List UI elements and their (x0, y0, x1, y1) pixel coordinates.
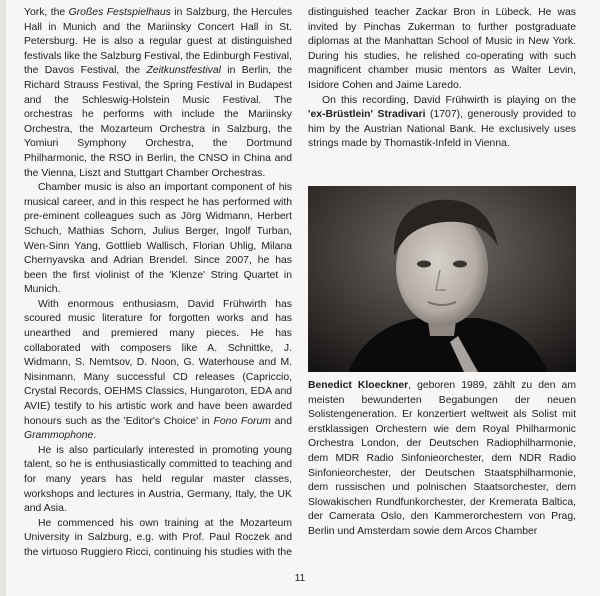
paragraph-venues: York, the Großes Festspielhaus in Salzburg, the Hercules Hall in Munich and the Mariinsky Concert Hall in St. Petersburg. He is also a regular guest at distinguished festivals like the Salzburg Festival, the Edinburgh Festival, the Davos Festival, the Zeitkunstfestival in Berlin, the Richard Strauss Festival, the Spring Festival in Budapest and the Schleswig-Holstein Music Festival. The orchestras he performs with include the Mariinsky Orchestra, the Mozarteum Orchestra in Salzburg, the Yomiuri Symphony Orchestra, the Dortmund Philharmonic, the RSO in Berlin, the CNSO in China and the Vienna, Liszt and Stuttgart Chamber Orchestras. (24, 7, 293, 179)
paragraph-training: He commenced his own training at the Mozarteum University in Salzburg, e.g. with Prof. Paul Roczek and the virtuoso Ruggiero Ricci, continuing his studies with the (24, 517, 292, 558)
portrait-photo (308, 186, 576, 372)
paragraph-instrument: On this recording, David Frühwirth is playing on the 'ex-Brüstlein' Stradivari (1707), generously provided to him by the Austrian National Bank. He exclusively uses strings made by Thomastik-Infeld in Vienna. (308, 94, 576, 150)
right-column (308, 6, 576, 152)
page-number: 11 (294, 573, 306, 584)
paragraph-kloeckner: Benedict Kloeckner, geboren 1989, zählt zu den am meisten bewunderten Begabungen der neuen Solistengeneration. Er konzertiert weltweit als Solist mit erstklassigen Orchestern wie dem Royal Philharmonic Orchestra London, der Deutschen Radiophilharmonie, dem MDR Radio Sinfonieorchester, dem NDR Radio Sinfonieorchester, der Deutschen Staatsphilharmonie, dem russischen und polnischen Staatsorchester, dem Slowakischen Rundfunkorchester, der Kremerata Baltica, der Camerata Oslo, den Kammerorchestern von Prag, Berlin und Amsterdam sowie dem Arcos Chamber (308, 380, 576, 537)
left-column (24, 6, 292, 561)
paragraph-teaching: He is also particularly interested in promoting young talent, so he is enthusiastically committed to teaching and for many years has held regular master classes, workshops and lectures in Austria, Germany, Italy, the UK and Asia. (24, 444, 292, 515)
paragraph-studies: distinguished teacher Zackar Bron in Lübeck. He was invited by Pinchas Zukerman to further postgraduate diplomas at the Manhattan School of Music in New York. During his studies, he relished co-operating with such magnificent chamber music mentors as Walter Levin, Isidore Cohen and Jaime Laredo. (308, 7, 576, 91)
paragraph-recordings: With enormous enthusiasm, David Frühwirth has scoured music literature for forgotten works and has unearthed and premiered many pieces. He has collaborated with composers like A. Schnittke, J. Widmann, S. Nemtsov, D. Noon, G. Waterhouse and M. Nisinmann. Many successful CD releases (Capriccio, Crystal Records, OEHMS Classics, Hungaroton, EDA and AVIE) testify to his artistic work and have been awarded honours such as the 'Editor's Choice' in Fono Forum and Grammophone. (24, 298, 292, 442)
german-biography (308, 379, 576, 540)
paragraph-chamber-music: Chamber music is also an important component of his musical career, and in this respect he has performed with pre-eminent colleagues such as Jörg Widmann, Herbert Schuch, Mathias Schorn, Julius Berger, Ingolf Turban, Wen-Sinn Yang, Gottlieb Wallisch, Florian Uhlig, Milana Chernyavska and Adrian Brendel. Since 2007, he has been the first violinist of the 'Klenze' String Quartet in Munich. (24, 182, 292, 296)
page-edge (0, 0, 6, 596)
artist-name: Benedict Kloeckner (308, 380, 409, 391)
